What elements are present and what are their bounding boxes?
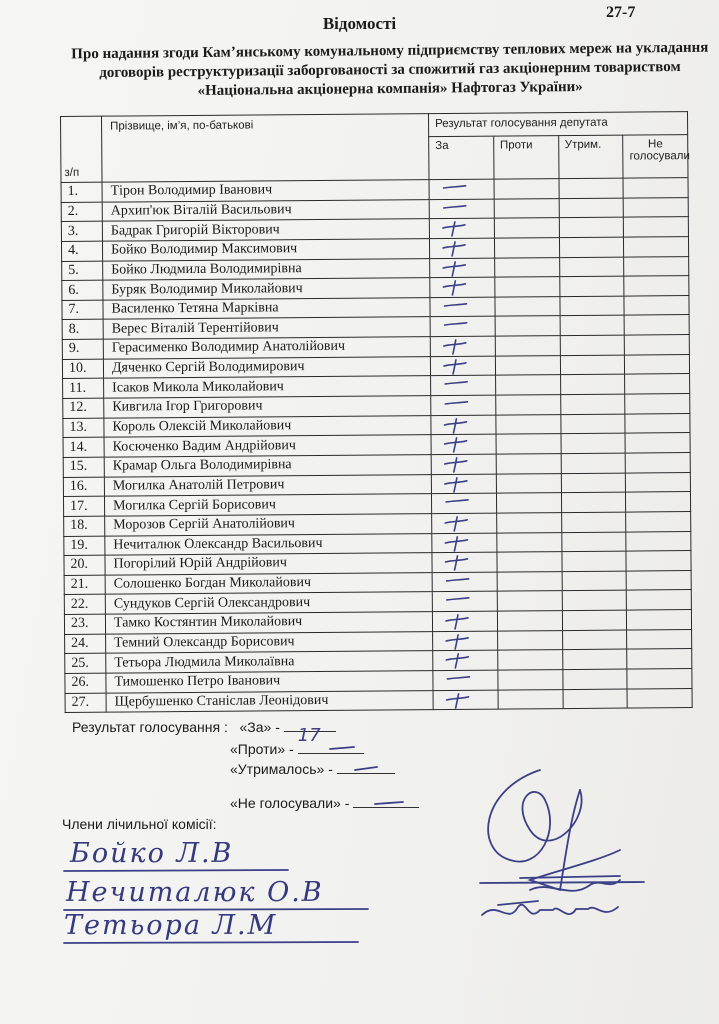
- vote-abstain-cell: [562, 649, 627, 669]
- vote-for-cell: [432, 592, 497, 612]
- result-row-not-voted: [230, 795, 419, 811]
- vote-for-cell: [429, 238, 494, 258]
- plus-mark-icon: [440, 241, 470, 257]
- plus-mark-icon: [440, 260, 470, 276]
- vote-for-cell: [430, 336, 495, 356]
- dash-mark-icon: [441, 378, 471, 394]
- header-against: Проти: [493, 136, 558, 180]
- row-number: 26.: [65, 673, 106, 693]
- vote-not-voted-cell: [627, 629, 692, 649]
- vote-not-voted-cell: [627, 649, 692, 669]
- vote-not-voted-cell: [627, 610, 692, 630]
- vote-abstain-cell: [561, 492, 626, 512]
- vote-abstain-cell: [561, 433, 626, 453]
- table-row: [65, 688, 692, 713]
- vote-for-cell: [431, 415, 496, 435]
- vote-abstain-cell: [559, 178, 624, 198]
- vote-not-voted-cell: [624, 256, 689, 276]
- vote-for-cell: [433, 631, 498, 651]
- plus-mark-icon: [442, 476, 472, 492]
- row-number: 9.: [62, 339, 103, 359]
- member-1-underline: [62, 868, 292, 874]
- vote-abstain-cell: [560, 394, 625, 414]
- deputy-name: Василенко Тетяна Марківна: [103, 297, 430, 319]
- row-number: 7.: [62, 300, 103, 320]
- deputy-name: Крамар Ольга Володимирівна: [104, 455, 431, 477]
- deputy-name: Щербушенко Станіслав Леонідович: [106, 690, 433, 712]
- row-number: 19.: [64, 536, 105, 556]
- deputy-name: Герасименко Володимир Анатолійович: [103, 337, 430, 359]
- row-number: 11.: [63, 379, 104, 399]
- vote-not-voted-cell: [627, 669, 692, 689]
- deputy-name: Темний Олександр Борисович: [106, 631, 433, 653]
- vote-not-voted-cell: [626, 472, 691, 492]
- voting-table: [60, 111, 693, 713]
- deputy-name: Архип'юк Віталій Васильович: [102, 199, 429, 221]
- plus-mark-icon: [443, 653, 473, 669]
- vote-for-cell: [432, 533, 497, 553]
- deputy-name: Нечиталюк Олександр Васильович: [105, 533, 432, 555]
- deputy-name: Тамко Костянтин Миколайович: [105, 612, 432, 634]
- vote-for-cell: [432, 513, 497, 533]
- deputy-name: Ісаков Микола Миколайович: [104, 376, 431, 398]
- vote-against-cell: [497, 571, 562, 591]
- dash-mark: [328, 743, 358, 753]
- vote-against-cell: [496, 493, 561, 513]
- vote-abstain-cell: [560, 355, 625, 375]
- vote-abstain-cell: [561, 453, 626, 473]
- vote-against-cell: [495, 316, 560, 336]
- header-for: За: [429, 136, 494, 180]
- vote-against-cell: [495, 375, 560, 395]
- vote-not-voted-cell: [627, 688, 692, 708]
- row-number: 17.: [63, 496, 104, 516]
- dash-mark-icon: [440, 201, 470, 217]
- deputy-name: Король Олексій Миколайович: [104, 415, 431, 437]
- vote-abstain-cell: [559, 257, 624, 277]
- plus-mark-icon: [442, 535, 472, 551]
- deputy-name: Дяченко Сергій Володимирович: [103, 356, 430, 378]
- vote-abstain-cell: [559, 296, 624, 316]
- header-number: з/п: [61, 116, 103, 182]
- vote-abstain-cell: [561, 473, 626, 493]
- vote-for-cell: [433, 650, 498, 670]
- vote-not-voted-cell: [626, 551, 691, 571]
- row-number: 6.: [62, 280, 103, 300]
- vote-against-cell: [494, 257, 559, 277]
- deputy-name: Сундуков Сергій Олександрович: [105, 592, 432, 614]
- vote-abstain-cell: [560, 335, 625, 355]
- row-number: 4.: [61, 241, 102, 261]
- vote-against-cell: [496, 512, 561, 532]
- vote-abstain-cell: [559, 276, 624, 296]
- row-number: 25.: [65, 654, 106, 674]
- vote-against-cell: [497, 650, 562, 670]
- vote-abstain-cell: [560, 374, 625, 394]
- plus-mark-icon: [444, 692, 474, 708]
- deputy-name: Солошенко Богдан Миколайович: [105, 572, 432, 594]
- plus-mark-icon: [443, 634, 473, 650]
- deputy-name: Погорілий Юрій Андрійович: [105, 553, 432, 575]
- vote-abstain-cell: [559, 217, 624, 237]
- vote-for-cell: [430, 297, 495, 317]
- result-abstain-blank: [337, 773, 395, 774]
- document-title: Відомості: [322, 14, 397, 33]
- vote-not-voted-cell: [624, 315, 689, 335]
- vote-for-cell: [431, 454, 496, 474]
- vote-abstain-cell: [559, 198, 624, 218]
- vote-against-cell: [494, 238, 559, 258]
- vote-against-cell: [496, 414, 561, 434]
- vote-against-cell: [496, 454, 561, 474]
- row-number: 27.: [65, 693, 106, 713]
- vote-for-cell: [430, 356, 495, 376]
- vote-not-voted-cell: [624, 236, 689, 256]
- vote-not-voted-cell: [626, 570, 691, 590]
- vote-for-cell: [430, 317, 495, 337]
- dash-mark-icon: [441, 319, 471, 335]
- vote-for-cell: [430, 277, 495, 297]
- vote-for-cell: [429, 218, 494, 238]
- row-number: 16.: [63, 477, 104, 497]
- deputy-name: Кивгила Ігор Григорович: [104, 396, 431, 418]
- deputy-name: Могилка Сергій Борисович: [104, 494, 431, 516]
- vote-not-voted-cell: [625, 374, 690, 394]
- vote-against-cell: [495, 395, 560, 415]
- vote-for-cell: [431, 493, 496, 513]
- vote-not-voted-cell: [625, 433, 690, 453]
- vote-not-voted-cell: [625, 413, 690, 433]
- vote-against-cell: [495, 355, 560, 375]
- row-number: 15.: [63, 457, 104, 477]
- vote-for-cell: [429, 179, 494, 199]
- dash-mark-icon: [440, 182, 470, 198]
- deputy-name: Косюченко Вадим Андрійович: [104, 435, 431, 457]
- deputy-name: Бадрак Григорій Вікторович: [102, 219, 429, 241]
- vote-against-cell: [497, 552, 562, 572]
- plus-mark-icon: [442, 555, 472, 571]
- row-number: 23.: [64, 614, 105, 634]
- vote-against-cell: [494, 198, 559, 218]
- vote-against-cell: [497, 591, 562, 611]
- vote-against-cell: [498, 670, 563, 690]
- commission-member-2: Нечиталюк О.В: [66, 877, 324, 908]
- vote-not-voted-cell: [624, 217, 689, 237]
- plus-mark-icon: [441, 339, 471, 355]
- vote-not-voted-cell: [624, 335, 689, 355]
- row-number: 2.: [61, 202, 102, 222]
- row-number: 3.: [61, 221, 102, 241]
- vote-for-cell: [433, 670, 498, 690]
- row-number: 24.: [65, 634, 106, 654]
- result-row-abstain: [230, 761, 395, 777]
- vote-for-cell: [431, 434, 496, 454]
- vote-not-voted-cell: [623, 178, 688, 198]
- dash-mark: [353, 763, 383, 773]
- plus-mark-icon: [442, 516, 472, 532]
- row-number: 21.: [64, 575, 105, 595]
- vote-for-cell: [431, 395, 496, 415]
- vote-not-voted-cell: [626, 492, 691, 512]
- result-label: Результат голосування :: [72, 719, 228, 735]
- vote-for-cell: [430, 258, 495, 278]
- result-not-voted-label: «Не голосували» -: [230, 795, 350, 811]
- vote-not-voted-cell: [626, 590, 691, 610]
- vote-not-voted-cell: [625, 394, 690, 414]
- vote-against-cell: [495, 277, 560, 297]
- plus-mark-icon: [442, 457, 472, 473]
- vote-not-voted-cell: [625, 453, 690, 473]
- vote-abstain-cell: [562, 571, 627, 591]
- vote-against-cell: [497, 532, 562, 552]
- member-3-underline: [62, 940, 362, 946]
- vote-abstain-cell: [562, 591, 627, 611]
- signature-2: [478, 895, 628, 935]
- deputy-name: Тетьора Людмила Миколаївна: [106, 651, 433, 673]
- vote-abstain-cell: [559, 237, 624, 257]
- row-number: 22.: [64, 595, 105, 615]
- result-against-label: «Проти» -: [230, 741, 294, 757]
- result-not-voted-blank: [353, 807, 419, 808]
- row-number: 18.: [64, 516, 105, 536]
- table-body: [61, 178, 692, 713]
- deputy-name: Тимошенко Петро Іванович: [106, 671, 433, 693]
- commission-member-3: Тетьора Л.М: [64, 910, 278, 941]
- row-number: 5.: [62, 261, 103, 281]
- deputy-name: Морозов Сергій Анатолійович: [105, 513, 432, 535]
- vote-against-cell: [494, 218, 559, 238]
- vote-against-cell: [497, 630, 562, 650]
- signature-line-1: [478, 880, 648, 886]
- document-number: 27-7: [606, 4, 636, 21]
- dash-mark-icon: [441, 398, 471, 414]
- vote-against-cell: [495, 336, 560, 356]
- vote-abstain-cell: [562, 630, 627, 650]
- vote-not-voted-cell: [625, 354, 690, 374]
- dash-mark: [373, 797, 407, 807]
- deputy-name: Верес Віталій Терентійович: [103, 317, 430, 339]
- vote-abstain-cell: [561, 551, 626, 571]
- vote-abstain-cell: [562, 610, 627, 630]
- row-number: 14.: [63, 437, 104, 457]
- row-number: 20.: [64, 555, 105, 575]
- plus-mark-icon: [443, 614, 473, 630]
- deputy-name: Бойко Володимир Максимович: [102, 239, 429, 261]
- row-number: 10.: [62, 359, 103, 379]
- row-number: 12.: [63, 398, 104, 418]
- commission-label: Члени лічильної комісії:: [62, 816, 217, 832]
- row-number: 1.: [61, 182, 102, 202]
- result-row-against: [230, 741, 364, 757]
- vote-against-cell: [496, 434, 561, 454]
- deputy-name: Буряк Володимир Миколайович: [103, 278, 430, 300]
- result-for-blank: [284, 725, 336, 746]
- dash-mark-icon: [440, 300, 470, 316]
- dash-mark-icon: [443, 673, 473, 689]
- result-abstain-label: «Утрималось» -: [230, 761, 333, 777]
- vote-against-cell: [494, 179, 559, 199]
- vote-for-cell: [433, 690, 498, 710]
- document-subtitle: Про надання згоди Кам’янському комунальному підприємству теплових мереж на укладання договорів реструктуризації заборгованості за спожитий газ акціонерним товариством «Національна акціонерна компанія» Нафтогаз України»: [71, 39, 709, 100]
- plus-mark-icon: [441, 359, 471, 375]
- vote-not-voted-cell: [626, 531, 691, 551]
- vote-abstain-cell: [560, 414, 625, 434]
- row-number: 8.: [62, 320, 103, 340]
- vote-abstain-cell: [561, 532, 626, 552]
- row-number: 13.: [63, 418, 104, 438]
- result-row-for: [72, 719, 336, 746]
- header-abstain: Утрим.: [558, 135, 623, 179]
- deputy-name: Бойко Людмила Володимирівна: [103, 258, 430, 280]
- deputy-name: Могилка Анатолій Петрович: [104, 474, 431, 496]
- vote-against-cell: [498, 689, 563, 709]
- vote-for-cell: [432, 611, 497, 631]
- vote-abstain-cell: [562, 669, 627, 689]
- vote-for-cell: [431, 375, 496, 395]
- commission-member-1: Бойко Л.В: [70, 838, 234, 869]
- header-name: Прізвище, ім’я, по-батькові: [102, 114, 430, 183]
- vote-not-voted-cell: [623, 197, 688, 217]
- vote-abstain-cell: [563, 689, 628, 709]
- plus-mark-icon: [442, 437, 472, 453]
- header-result: Результат голосування депутата: [428, 112, 687, 137]
- vote-for-cell: [429, 199, 494, 219]
- result-for-label: «За» -: [239, 719, 280, 735]
- dash-mark-icon: [442, 496, 472, 512]
- vote-against-cell: [496, 473, 561, 493]
- vote-for-cell: [431, 474, 496, 494]
- vote-not-voted-cell: [624, 295, 689, 315]
- result-against-blank: [298, 753, 364, 754]
- plus-mark-icon: [440, 221, 470, 237]
- dash-mark-icon: [443, 594, 473, 610]
- vote-for-cell: [432, 572, 497, 592]
- vote-against-cell: [495, 296, 560, 316]
- vote-against-cell: [497, 611, 562, 631]
- vote-abstain-cell: [560, 316, 625, 336]
- vote-abstain-cell: [561, 512, 626, 532]
- result-for-value: 17: [297, 725, 321, 746]
- vote-not-voted-cell: [626, 511, 691, 531]
- dash-mark-icon: [443, 575, 473, 591]
- vote-for-cell: [432, 552, 497, 572]
- vote-not-voted-cell: [624, 276, 689, 296]
- plus-mark-icon: [441, 417, 471, 433]
- plus-mark-icon: [440, 280, 470, 296]
- voting-table-wrapper: [60, 111, 693, 713]
- deputy-name: Тірон Володимир Іванович: [102, 180, 429, 202]
- header-not-voted: Не голосували: [623, 135, 688, 179]
